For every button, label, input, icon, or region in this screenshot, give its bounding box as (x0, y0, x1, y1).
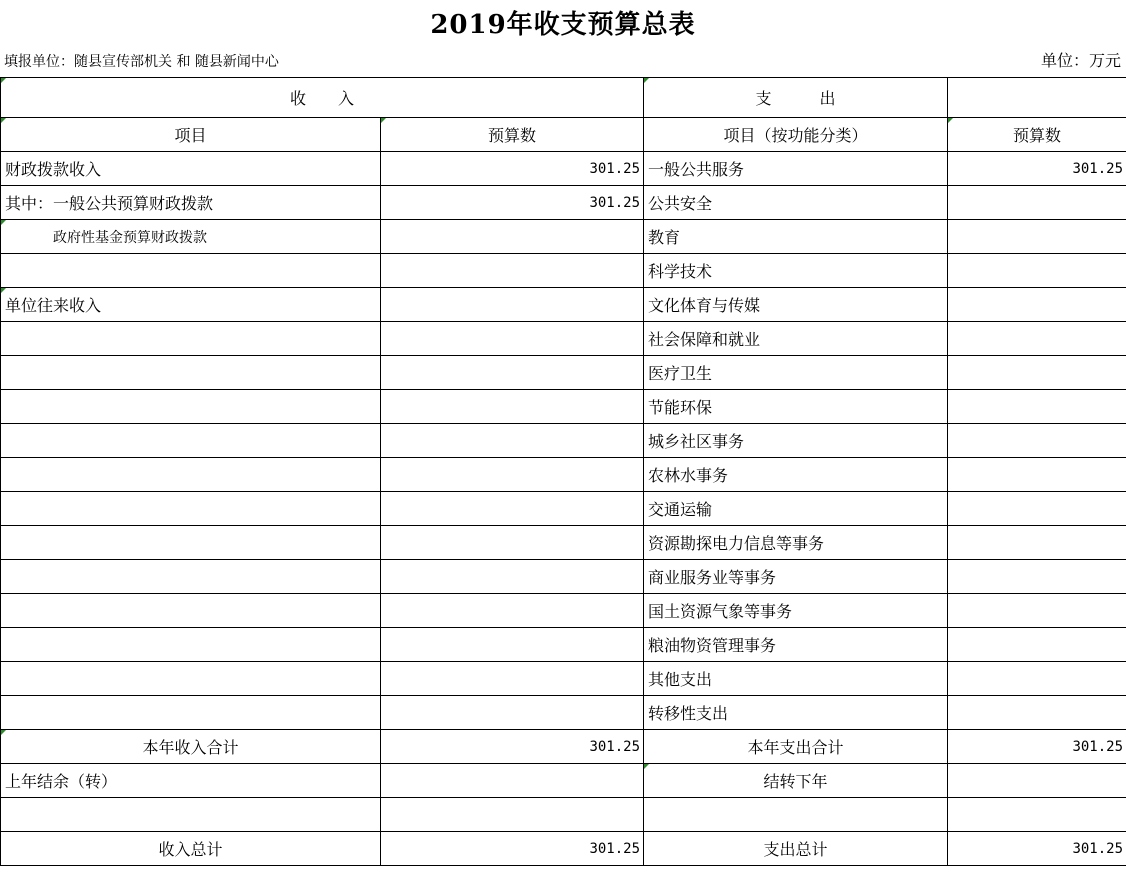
expense-value-cell (948, 288, 1126, 322)
income-value-cell (381, 288, 644, 322)
income-item-cell: 其中：一般公共预算财政拨款 (1, 186, 381, 220)
expense-item-cell: 社会保障和就业 (644, 322, 948, 356)
income-section-header: 收 入 (1, 78, 644, 118)
income-value-cell (381, 356, 644, 390)
year-total-row (1, 730, 1126, 764)
income-item-cell (1, 526, 381, 560)
carry-forward-value (948, 764, 1126, 798)
expense-value-cell (948, 492, 1126, 526)
blank-cell (381, 798, 644, 832)
income-value-cell (381, 594, 644, 628)
grand-total-row (1, 832, 1126, 866)
expense-value-cell (948, 696, 1126, 730)
table-row (1, 424, 1126, 458)
blank-row (1, 798, 1126, 832)
blank-cell (644, 798, 948, 832)
table-row (1, 254, 1126, 288)
currency-unit: 单位：万元 (1040, 51, 1121, 70)
income-grand-total-value: 301.25 (381, 832, 644, 866)
expense-item-cell: 教育 (644, 220, 948, 254)
table-row (1, 560, 1126, 594)
table-row (1, 492, 1126, 526)
table-row (1, 152, 1126, 186)
expense-item-cell: 文化体育与传媒 (644, 288, 948, 322)
table-row (1, 322, 1126, 356)
section-header-row (1, 78, 1126, 118)
income-value-cell: 301.25 (381, 152, 644, 186)
expense-value-cell (948, 424, 1126, 458)
balance-row (1, 764, 1126, 798)
year-expense-total-label: 本年支出合计 (644, 730, 948, 764)
expense-value-cell (948, 628, 1126, 662)
column-header-row (1, 118, 1126, 152)
year-expense-total-value: 301.25 (948, 730, 1126, 764)
table-row (1, 288, 1126, 322)
table-row (1, 186, 1126, 220)
year-income-total-label: 本年收入合计 (1, 730, 381, 764)
expense-value-cell: 301.25 (948, 152, 1126, 186)
expense-value-cell (948, 220, 1126, 254)
table-row (1, 390, 1126, 424)
expense-value-cell (948, 254, 1126, 288)
expense-value-cell (948, 526, 1126, 560)
expense-value-cell (948, 322, 1126, 356)
expense-item-cell: 商业服务业等事务 (644, 560, 948, 594)
expense-value-cell (948, 560, 1126, 594)
expense-section-blank (948, 78, 1126, 118)
carry-forward-label: 结转下年 (644, 764, 948, 798)
table-row (1, 594, 1126, 628)
expense-item-cell: 城乡社区事务 (644, 424, 948, 458)
income-item-cell (1, 424, 381, 458)
income-item-cell (1, 662, 381, 696)
expense-item-cell: 公共安全 (644, 186, 948, 220)
table-row (1, 696, 1126, 730)
blank-cell (948, 798, 1126, 832)
prev-balance-value (381, 764, 644, 798)
expense-item-cell: 科学技术 (644, 254, 948, 288)
income-item-cell (1, 492, 381, 526)
income-value-cell (381, 254, 644, 288)
income-value-cell (381, 560, 644, 594)
income-value-cell (381, 458, 644, 492)
income-value-cell (381, 424, 644, 458)
income-item-cell: 财政拨款收入 (1, 152, 381, 186)
expense-budget-header: 预算数 (948, 118, 1126, 152)
income-item-cell (1, 390, 381, 424)
income-item-cell (1, 560, 381, 594)
expense-item-header: 项目（按功能分类） (644, 118, 948, 152)
table-row (1, 356, 1126, 390)
expense-value-cell (948, 458, 1126, 492)
expense-value-cell (948, 356, 1126, 390)
expense-value-cell (948, 662, 1126, 696)
income-item-cell (1, 628, 381, 662)
expense-item-cell: 医疗卫生 (644, 356, 948, 390)
income-item-cell (1, 356, 381, 390)
income-item-cell (1, 594, 381, 628)
income-value-cell (381, 492, 644, 526)
expense-item-cell: 农林水事务 (644, 458, 948, 492)
expense-item-cell: 资源勘探电力信息等事务 (644, 526, 948, 560)
table-row (1, 628, 1126, 662)
budget-table (0, 77, 1126, 866)
expense-item-cell: 粮油物资管理事务 (644, 628, 948, 662)
table-row (1, 526, 1126, 560)
expense-item-cell: 一般公共服务 (644, 152, 948, 186)
expense-item-cell: 国土资源气象等事务 (644, 594, 948, 628)
income-value-cell: 301.25 (381, 186, 644, 220)
income-item-cell (1, 458, 381, 492)
table-row (1, 662, 1126, 696)
income-budget-header: 预算数 (381, 118, 644, 152)
expense-value-cell (948, 390, 1126, 424)
income-value-cell (381, 390, 644, 424)
income-value-cell (381, 220, 644, 254)
income-item-header: 项目 (1, 118, 381, 152)
income-item-cell: 政府性基金预算财政拨款 (1, 220, 381, 254)
income-item-cell: 单位往来收入 (1, 288, 381, 322)
table-row (1, 458, 1126, 492)
income-item-cell (1, 322, 381, 356)
income-value-cell (381, 662, 644, 696)
income-value-cell (381, 696, 644, 730)
income-value-cell (381, 628, 644, 662)
reporting-unit: 填报单位：随县宣传部机关 和 随县新闻中心 (4, 54, 279, 70)
expense-value-cell (948, 594, 1126, 628)
expense-item-cell: 其他支出 (644, 662, 948, 696)
expense-item-cell: 节能环保 (644, 390, 948, 424)
table-row (1, 220, 1126, 254)
income-value-cell (381, 322, 644, 356)
expense-grand-total-label: 支出总计 (644, 832, 948, 866)
blank-cell (1, 798, 381, 832)
expense-item-cell: 交通运输 (644, 492, 948, 526)
expense-grand-total-value: 301.25 (948, 832, 1126, 866)
prev-balance-label: 上年结余（转） (1, 764, 381, 798)
expense-section-header: 支 出 (644, 78, 948, 118)
expense-item-cell: 转移性支出 (644, 696, 948, 730)
income-grand-total-label: 收入总计 (1, 832, 381, 866)
income-item-cell (1, 254, 381, 288)
expense-value-cell (948, 186, 1126, 220)
income-value-cell (381, 526, 644, 560)
income-item-cell (1, 696, 381, 730)
page-title: 2019年收支预算总表 (430, 10, 696, 40)
year-income-total-value: 301.25 (381, 730, 644, 764)
